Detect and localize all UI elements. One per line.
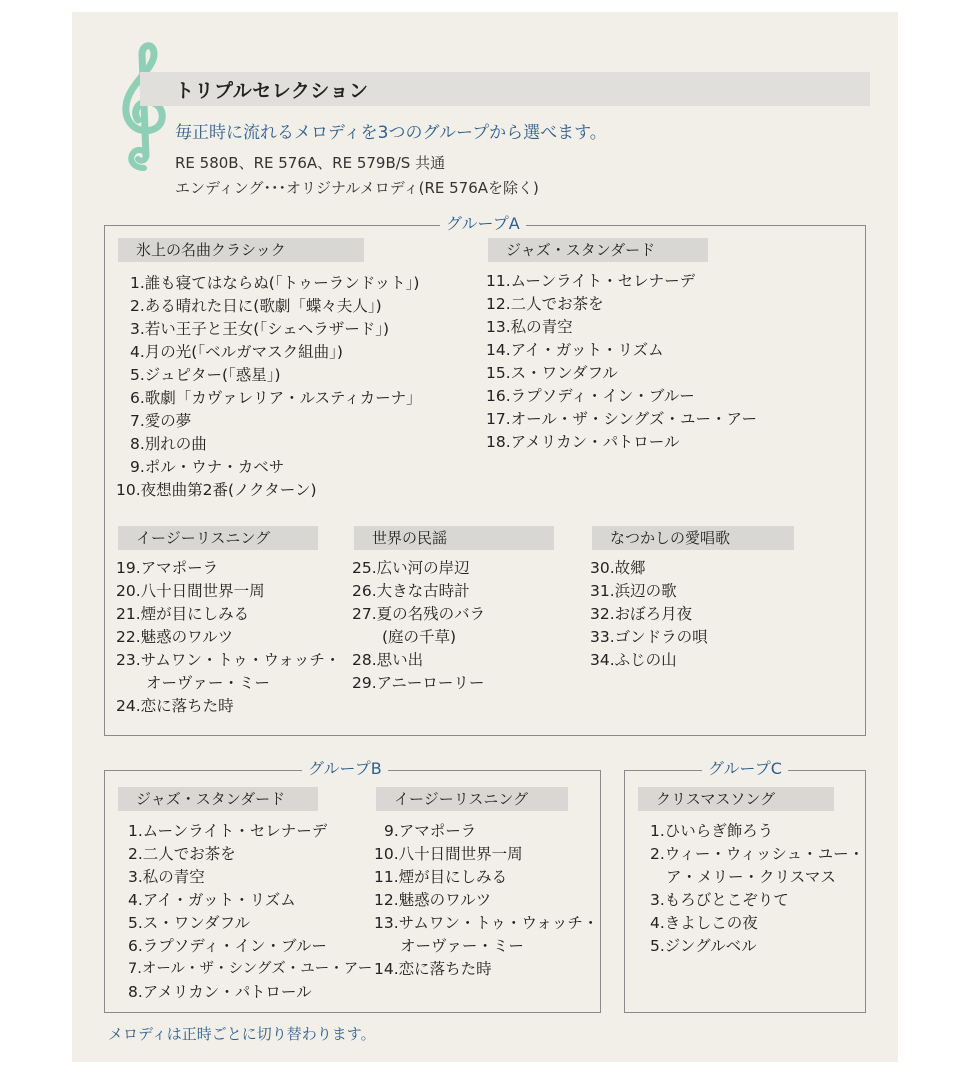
group-c-label: グループC [702,760,788,778]
list-item: 9.ポル・ウナ・カベサ [130,458,285,476]
group-a-label: グループA [440,215,526,233]
list-item: 31.浜辺の歌 [590,582,677,600]
list-item: 3.もろびとこぞりて [650,891,789,909]
list-item: 1.ひいらぎ飾ろう [650,822,774,840]
footer-note: メロディは正時ごとに切り替わります。 [108,1025,376,1043]
song-list [636,820,864,958]
list-item: 2.二人でお茶を [128,845,236,863]
list-item: 14.アイ・ガット・リズム [486,341,664,359]
list-item: 5.ジングルベル [650,937,757,955]
list-item: 2.ある晴れた日に(歌劇「蝶々夫人」) [130,297,382,315]
category-header: イージーリスニング [376,787,568,811]
list-item: 20.八十日間世界一周 [116,582,265,600]
list-item: 22.魅惑のワルツ [116,628,234,646]
list-item: オーヴァー・ミー [146,674,270,692]
list-item: オーヴァー・ミー [400,937,524,955]
list-item: 5.ス・ワンダフル [128,914,251,932]
list-item: (庭の千草) [382,628,457,646]
page-title: トリプルセレクション [175,80,369,102]
category-header: イージーリスニング [118,526,318,550]
list-item: 25.広い河の岸辺 [352,559,470,577]
list-item: 1.ムーンライト・セレナーデ [128,822,328,840]
song-list [116,820,372,1004]
list-item: 16.ラプソディ・イン・ブルー [486,387,695,405]
list-item: 34.ふじの山 [590,651,677,669]
song-list [374,820,598,981]
list-item: 3.私の青空 [128,868,205,886]
list-item: 15.ス・ワンダフル [486,364,618,382]
list-item: 4.アイ・ガット・リズム [128,891,296,909]
list-item: 17.オール・ザ・シングズ・ユー・アー [486,410,758,428]
list-item: 21.煙が目にしみる [116,605,250,623]
subtitle: 毎正時に流れるメロディを3つのグループから選べます。 [175,123,607,143]
list-item: 7.愛の夢 [130,412,192,430]
list-item: 23.サムワン・トゥ・ウォッチ・ [116,651,341,669]
list-item: 12.魅惑のワルツ [374,891,492,909]
category-header: ジャズ・スタンダード [488,238,708,262]
list-item: 13.私の青空 [486,318,573,336]
list-item: 4.月の光(「ベルガマスク組曲」) [130,343,343,361]
song-list [486,270,757,454]
list-item: 30.故郷 [590,559,646,577]
list-item: 26.大きな古時計 [352,582,470,600]
list-item: ア・メリー・クリスマス [666,868,836,886]
list-item: 1.誰も寝てはならぬ(「トゥーランドット」) [130,274,420,292]
list-item: 6.歌劇「カヴァレリア・ルスティカーナ」 [130,389,422,407]
list-item: 8.アメリカン・パトロール [128,983,312,1001]
song-list [590,557,708,672]
list-item: 27.夏の名残のバラ [352,605,486,623]
list-item: 10.夜想曲第2番(ノクターン) [116,481,317,499]
list-item: 33.ゴンドラの唄 [590,628,708,646]
list-item: 11.煙が目にしみる [374,868,508,886]
song-list [116,272,422,502]
list-item: 14.恋に落ちた時 [374,960,492,978]
list-item: 12.二人でお茶を [486,295,604,313]
list-item: 9.アマポーラ [384,822,477,840]
ending-line: エンディング･･･オリジナルメロディ(RE 576Aを除く) [175,179,539,197]
list-item: 11.ムーンライト・セレナーデ [486,272,696,290]
treble-clef-icon [118,40,170,172]
category-header: クリスマスソング [638,787,834,811]
category-header: 世界の民謡 [354,526,554,550]
category-header: なつかしの愛唱歌 [592,526,794,550]
list-item: 2.ウィー・ウィッシュ・ユー・ [650,845,865,863]
list-item: 4.きよしこの夜 [650,914,758,932]
list-item: 32.おぼろ月夜 [590,605,693,623]
list-item: 18.アメリカン・パトロール [486,433,680,451]
list-item: 3.若い王子と王女(「シェヘラザード」) [130,320,390,338]
category-header: ジャズ・スタンダード [118,787,318,811]
list-item: 6.ラプソディ・イン・ブルー [128,937,327,955]
list-item: 24.恋に落ちた時 [116,697,234,715]
list-item: 10.八十日間世界一周 [374,845,523,863]
list-item: 8.別れの曲 [130,435,207,453]
song-list [352,557,485,695]
list-item: 7.オール・ザ・シングズ・ユー・アー [128,961,373,977]
list-item: 13.サムワン・トゥ・ウォッチ・ [374,914,599,932]
category-header: 氷上の名曲クラシック [118,238,364,262]
group-b-label: グループB [302,760,388,778]
list-item: 19.アマポーラ [116,559,219,577]
song-list [116,557,340,718]
models-line: RE 580B、RE 576A、RE 579B/S 共通 [175,154,446,172]
list-item: 29.アニーローリー [352,674,485,692]
list-item: 28.思い出 [352,651,424,669]
list-item: 5.ジュピター(「惑星」) [130,366,281,384]
